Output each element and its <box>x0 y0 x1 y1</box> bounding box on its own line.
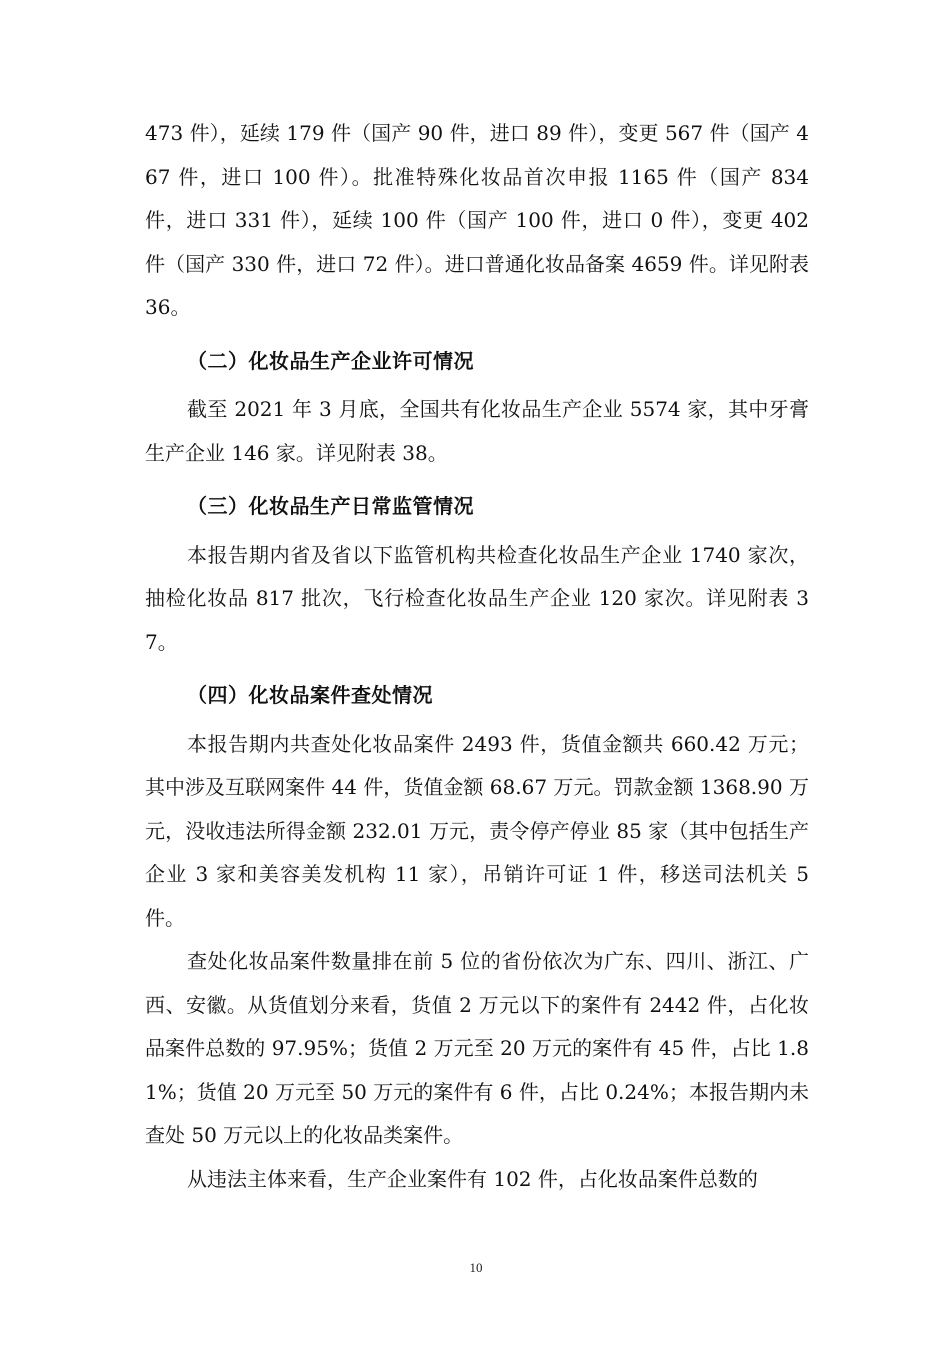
paragraph-daily-supervision: 本报告期内省及省以下监管机构共检查化妆品生产企业 1740 家次，抽检化妆品 817 批次，飞行检查化妆品生产企业 120 家次。详见附表 37。 <box>145 542 809 654</box>
heading-production-license: （二）化妆品生产企业许可情况 <box>187 348 474 373</box>
paragraph-violator-types: 从违法主体来看，生产企业案件有 102 件，占化妆品案件总数的 <box>187 1166 758 1191</box>
paragraph-case-distribution: 查处化妆品案件数量排在前 5 位的省份依次为广东、四川、浙江、广西、安徽。从货值划分来看，货值 2 万元以下的案件有 2442 件，占化妆品案件总数的 97.95%；货值 2 万元至 20 万元的案件有 45 件，占比 1.81%；货值 20 万元至 50 万元的案件有 6 件，占比 0.24%；本报告期内未查处 50 万元以上的化妆品类案件。 <box>145 949 809 1147</box>
paragraph-registration-stats: 473 件），延续 179 件（国产 90 件，进口 89 件），变更 567 件（国产 467 件，进口 100 件）。批准特殊化妆品首次申报 1165 件（国产 834 件，进口 331 件），延续 100 件（国产 100 件，进口 0 件），变更 402 件（国产 330 件，进口 72 件）。进口普通化妆品备案 4659 件。详见附表 36。 <box>145 121 809 319</box>
heading-daily-supervision: （三）化妆品生产日常监管情况 <box>187 494 474 518</box>
paragraph-production-license: 截至 2021 年 3 月底，全国共有化妆品生产企业 5574 家，其中牙膏生产企业 146 家。详见附表 38。 <box>145 397 809 465</box>
heading-case-handling: （四）化妆品案件查处情况 <box>187 683 433 707</box>
paragraph-case-handling: 本报告期内共查处化妆品案件 2493 件，货值金额共 660.42 万元；其中涉及互联网案件 44 件，货值金额 68.67 万元。罚款金额 1368.90 万元，没收违法所得金额 232.01 万元，责令停产停业 85 家（其中包括生产企业 3 家和美容美发机构 11 家），吊销许可证 1 件，移送司法机关 5 件。 <box>145 731 809 930</box>
page-content <box>145 112 809 1201</box>
page-number: 10 <box>469 1260 483 1275</box>
